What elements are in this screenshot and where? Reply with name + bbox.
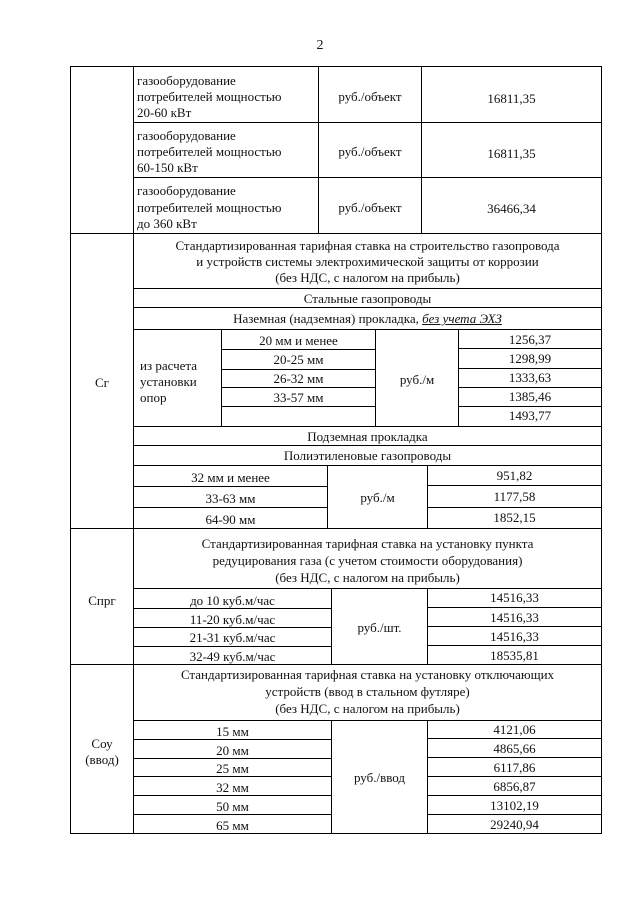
value: 1256,37 bbox=[508, 332, 552, 347]
diameter: 32 мм и менее bbox=[191, 470, 270, 485]
value: 13102,19 bbox=[490, 798, 539, 813]
size: 65 мм bbox=[216, 818, 249, 833]
section-code: Соу bbox=[91, 736, 113, 751]
value: 1385,46 bbox=[508, 389, 552, 404]
range: 32-49 куб.м/час bbox=[189, 649, 276, 664]
diameter: 33-63 мм bbox=[205, 491, 256, 506]
row-description: газооборудование bbox=[137, 128, 236, 143]
page-number: 2 bbox=[316, 38, 324, 53]
value: 1852,15 bbox=[493, 510, 536, 525]
unit: руб./ввод bbox=[353, 770, 406, 785]
subheading: Полиэтиленовые газопроводы bbox=[283, 448, 452, 463]
row-description: газооборудование bbox=[137, 73, 236, 88]
value: 16811,35 bbox=[487, 146, 536, 161]
section-title: и устройств системы электрохимической защиты от коррозии bbox=[196, 254, 539, 269]
section-code: Сг bbox=[94, 375, 109, 390]
unit: руб./объект bbox=[338, 144, 402, 159]
range: до 10 куб.м/час bbox=[190, 593, 275, 608]
row-description: 60-150 кВт bbox=[137, 160, 198, 175]
value: 29240,94 bbox=[490, 817, 539, 832]
diameter: 33-57 мм bbox=[273, 390, 324, 405]
value: 14516,33 bbox=[490, 629, 539, 644]
section-title: Стандартизированная тарифная ставка на строительство газопровода bbox=[175, 238, 560, 253]
section-code: (ввод) bbox=[85, 752, 119, 767]
unit: руб./м bbox=[360, 490, 395, 505]
range: 11-20 куб.м/час bbox=[189, 612, 276, 627]
range: 21-31 куб.м/час bbox=[189, 630, 276, 645]
value: 4121,06 bbox=[493, 722, 536, 737]
size: 50 мм bbox=[216, 799, 249, 814]
value: 6117,86 bbox=[493, 760, 536, 775]
value: 1493,77 bbox=[508, 408, 552, 423]
unit: руб./шт. bbox=[357, 620, 402, 635]
section-title: (без НДС, с налогом на прибыль) bbox=[275, 270, 460, 285]
support-label: опор bbox=[140, 390, 167, 405]
diameter: 26-32 мм bbox=[273, 371, 324, 386]
diameter: 20 мм и менее bbox=[259, 333, 338, 348]
section-code: Спрг bbox=[88, 593, 116, 608]
value: 1333,63 bbox=[508, 370, 552, 385]
support-label: из расчета bbox=[140, 358, 198, 373]
unit: руб./объект bbox=[338, 200, 402, 215]
row-description: газооборудование bbox=[137, 183, 236, 198]
size: 15 мм bbox=[216, 724, 249, 739]
section-title: редуцирования газа (с учетом стоимости оборудования) bbox=[212, 553, 523, 568]
size: 32 мм bbox=[216, 780, 249, 795]
diameter: 64-90 мм bbox=[205, 512, 256, 527]
section-title: Стандартизированная тарифная ставка на установку отключающих bbox=[180, 667, 555, 682]
support-label: установки bbox=[140, 374, 197, 389]
value: 1177,58 bbox=[493, 489, 536, 504]
section-title: (без НДС, с налогом на прибыль) bbox=[275, 701, 460, 716]
row-description: потребителей мощностью bbox=[137, 144, 282, 159]
size: 20 мм bbox=[216, 743, 249, 758]
subheading: Стальные газопроводы bbox=[303, 291, 432, 306]
value: 14516,33 bbox=[490, 590, 539, 605]
subheading: Наземная (надземная) прокладка, без учета ЭХЗ bbox=[233, 311, 502, 326]
section-title: Стандартизированная тарифная ставка на установку пункта bbox=[201, 536, 534, 551]
unit: руб./объект bbox=[338, 89, 402, 104]
section-title: устройств (ввод в стальном футляре) bbox=[265, 684, 470, 699]
row-description: потребителей мощностью bbox=[137, 89, 282, 104]
row-description: потребителей мощностью bbox=[137, 200, 282, 215]
diameter: 20-25 мм bbox=[273, 352, 324, 367]
subheading: Подземная прокладка bbox=[307, 429, 428, 444]
row-description: до 360 кВт bbox=[137, 216, 197, 231]
value: 16811,35 bbox=[487, 91, 536, 106]
size: 25 мм bbox=[216, 761, 249, 776]
value: 14516,33 bbox=[490, 610, 539, 625]
value: 6856,87 bbox=[493, 779, 536, 794]
value: 951,82 bbox=[496, 468, 533, 483]
value: 18535,81 bbox=[490, 648, 539, 663]
row-description: 20-60 кВт bbox=[137, 105, 192, 120]
unit: руб./м bbox=[399, 372, 435, 387]
value: 1298,99 bbox=[508, 351, 552, 366]
value: 36466,34 bbox=[487, 201, 536, 216]
section-title: (без НДС, с налогом на прибыль) bbox=[275, 570, 460, 585]
value: 4865,66 bbox=[493, 741, 536, 756]
